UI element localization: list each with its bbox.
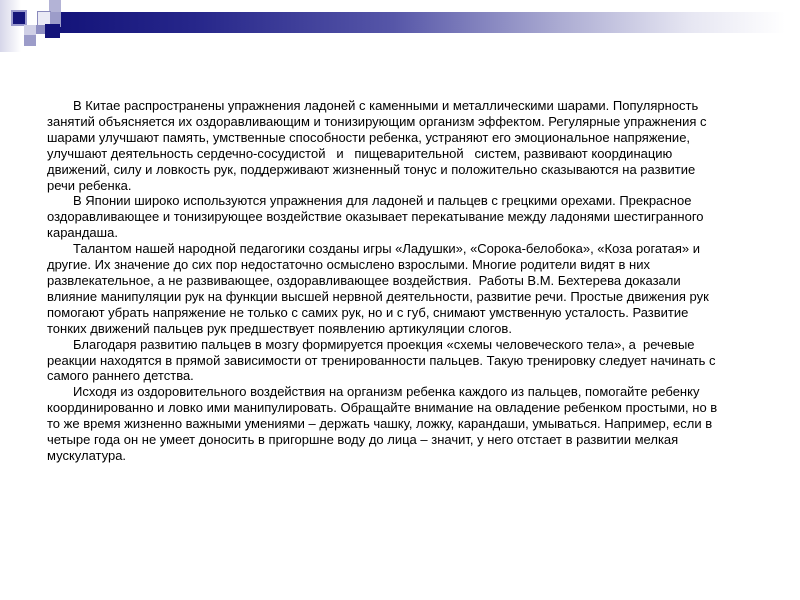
paragraph xyxy=(47,193,763,241)
text-line: речи ребенка. xyxy=(47,177,132,193)
decor-title-bar xyxy=(60,12,800,33)
decor-square-dark-2 xyxy=(45,24,60,38)
text-line: занятий объясняется их оздоравливающим и тонизирующим организм эффектом. Регулярные упражнения с xyxy=(47,113,707,129)
decor-square-medium-3 xyxy=(24,35,36,46)
text-line: самого раннего детства. xyxy=(47,368,194,384)
text-line: реакции находятся в прямой зависимости от тренированности пальцев. Такую тренировку следует начинать с xyxy=(47,352,716,368)
text-line: то же время жизненно важными умениями – держать чашку, ложку, карандаши, умываться. Например, если в xyxy=(47,416,713,432)
text-block xyxy=(47,98,763,464)
paragraph xyxy=(47,384,763,464)
text-line: тонких движений пальцев рук предшествует появлению артикуляции слогов. xyxy=(47,320,512,336)
text-line: движений, силу и ловкость рук, поддерживают жизненный тонус и положительно сказываются на развитие xyxy=(47,161,696,177)
text-line: развлекательное, а не развивающее, оздоравливающее воздействия. Работы В.М. Бехтерева доказали xyxy=(47,272,681,288)
text-line: четыре года он не умеет доносить в пригоршне воду до лица – значит, у него отстает в развитии мелкая xyxy=(47,432,679,448)
text-line: шарами улучшают память, умственные способности ребенка, устраняют его эмоциональное напряжение, xyxy=(47,129,691,145)
text-line: Благодаря развитию пальцев в мозгу формируется проекция «схемы человеческого тела», а речевые xyxy=(73,336,695,352)
paragraph xyxy=(47,98,763,193)
text-line: оздоравливающее и тонизирующее воздействие оказывает перекатывание между ладонями шестигранного xyxy=(47,209,704,225)
decor-corner-strip xyxy=(0,0,22,52)
text-line: влияние манипуляции рук на функции высшей нервной деятельности, развитие речи. Простые движения рук xyxy=(47,288,709,304)
text-line: другие. Их значение до сих пор недостаточно осмыслено взрослыми. Многие родители видят в них xyxy=(47,257,650,273)
decor-square-light-2 xyxy=(24,25,36,35)
paragraph xyxy=(47,241,763,336)
decor-square-dark xyxy=(11,10,27,26)
text-line: В Японии широко используются упражнения для ладоней и пальцев с грецкими орехами. Прекрасное xyxy=(73,193,692,209)
text-line: улучшают деятельность сердечно-сосудистой и пищеварительной систем, развивают координацию xyxy=(47,145,673,161)
text-line: мускулатура. xyxy=(47,447,127,463)
decor-square-medium-2 xyxy=(36,25,45,34)
text-line: Талантом нашей народной педагогики созданы игры «Ладушки», «Сорока-белобока», «Коза рогатая» и xyxy=(73,241,701,257)
text-line: координированно и ловко ими манипулировать. Обращайте внимание на овладение ребенком простыми, но в xyxy=(47,400,718,416)
text-line: Исходя из оздоровительного воздействия на организм ребенка каждого из пальцев, помогайте ребенку xyxy=(73,384,700,400)
text-line: помогают убрать напряжение не только с самих рук, но и с губ, снимают умственную усталость. Развитие xyxy=(47,304,689,320)
paragraph xyxy=(47,337,763,385)
text-line: карандаша. xyxy=(47,225,118,241)
text-line: В Китае распространены упражнения ладоней с каменными и металлическими шарами. Популярность xyxy=(73,98,699,113)
